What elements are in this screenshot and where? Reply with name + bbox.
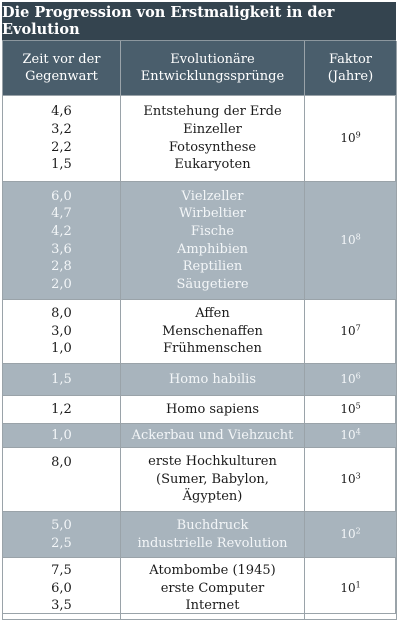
factor-base: 10 xyxy=(340,401,356,416)
event-label: Internet xyxy=(185,598,240,614)
event-label: erste Computer xyxy=(160,580,265,596)
time-value: 6,0 xyxy=(51,188,72,204)
header-row xyxy=(3,41,397,96)
factor-cell xyxy=(305,364,397,396)
time-cell xyxy=(3,182,121,300)
event-cell xyxy=(121,182,305,300)
header-zeit xyxy=(3,41,121,96)
event-label: Einzeller xyxy=(183,121,242,137)
time-value: 3,0 xyxy=(51,323,72,339)
time-value: 6,0 xyxy=(51,580,72,596)
event-label: Entstehung der Erde xyxy=(143,104,282,120)
header-sprung-line: Entwicklungssprünge xyxy=(140,69,285,84)
event-label: Frühmenschen xyxy=(163,341,262,357)
factor-cell xyxy=(305,182,397,300)
event-label: Affen xyxy=(195,306,230,322)
header-zeit-line: Gegenwart xyxy=(25,69,98,84)
time-value: 1,5 xyxy=(51,157,72,173)
event-label: Vielzeller xyxy=(181,188,244,204)
time-value: 4,7 xyxy=(51,206,72,222)
time-value: 3,2 xyxy=(51,121,72,137)
time-cell xyxy=(3,424,121,448)
table-row xyxy=(3,96,397,182)
time-value: 1,0 xyxy=(51,341,72,357)
event-label: Fische xyxy=(190,223,235,239)
header-faktor xyxy=(305,41,397,96)
table-row xyxy=(3,396,397,424)
event-label: Menschenaffen xyxy=(162,323,263,339)
factor-cell xyxy=(305,300,397,364)
event-label: (Sumer, Babylon, xyxy=(156,471,269,487)
table-row xyxy=(3,182,397,300)
event-label: Eukaryoten xyxy=(174,157,251,173)
time-value: 4,6 xyxy=(51,104,72,120)
event-label: Homo habilis xyxy=(168,371,257,387)
event-label: Homo sapiens xyxy=(165,401,260,417)
event-label: Fotosynthese xyxy=(168,139,257,155)
factor-base: 10 xyxy=(340,427,356,442)
time-value: 7,5 xyxy=(51,563,72,579)
header-faktor-line: Faktor xyxy=(328,52,373,67)
time-cell xyxy=(3,558,121,620)
factor-exponent: 6 xyxy=(355,371,361,381)
factor-base: 10 xyxy=(340,232,356,247)
event-label: Ackerbau und Viehzucht xyxy=(131,427,294,443)
event-label: Wirbeltier xyxy=(179,206,246,222)
factor-exponent: 4 xyxy=(355,427,361,437)
event-cell xyxy=(121,512,305,558)
factor-cell xyxy=(305,448,397,512)
time-value: 8,0 xyxy=(51,455,72,470)
time-cell xyxy=(3,364,121,396)
factor-exponent: 1 xyxy=(355,580,361,590)
time-value: 2,2 xyxy=(51,139,72,155)
factor-exponent: 9 xyxy=(355,130,361,140)
event-cell xyxy=(121,424,305,448)
table-row xyxy=(3,558,397,620)
event-label: Buchdruck xyxy=(176,517,249,533)
time-value: 1,5 xyxy=(51,371,72,387)
table-title: Die Progression von Erstmaligkeit in der Evolution xyxy=(2,2,396,41)
factor-cell xyxy=(305,96,397,182)
factor-base: 10 xyxy=(340,580,356,595)
event-label: erste Hochkulturen xyxy=(148,454,277,470)
factor-base: 10 xyxy=(340,471,356,486)
time-cell xyxy=(3,448,121,512)
table-row xyxy=(3,300,397,364)
event-label: industrielle Revolution xyxy=(137,535,288,551)
time-value: 2,5 xyxy=(51,535,72,551)
table-row xyxy=(3,448,397,512)
header-faktor-line: (Jahre) xyxy=(327,69,374,84)
evolution-table xyxy=(2,41,397,620)
event-label: Amphibien xyxy=(176,241,249,257)
time-value: 8,0 xyxy=(51,306,72,322)
header-sprung-line: Evolutionäre xyxy=(170,52,255,67)
event-cell xyxy=(121,448,305,512)
event-cell xyxy=(121,300,305,364)
time-value: 2,0 xyxy=(51,276,72,292)
factor-exponent: 2 xyxy=(355,526,361,536)
event-label: Atombombe (1945) xyxy=(149,563,276,579)
factor-exponent: 7 xyxy=(355,323,361,333)
table-row xyxy=(3,424,397,448)
factor-base: 10 xyxy=(340,323,356,338)
factor-base: 10 xyxy=(340,526,356,541)
time-value: 1,2 xyxy=(51,401,72,417)
time-cell xyxy=(3,512,121,558)
time-cell xyxy=(3,396,121,424)
factor-cell xyxy=(305,558,397,620)
time-value: 4,2 xyxy=(51,223,72,239)
time-value: 5,0 xyxy=(51,517,72,533)
time-value: 2,8 xyxy=(51,259,72,275)
event-label: Säugetiere xyxy=(176,276,249,292)
header-zeit-line: Zeit vor der xyxy=(22,52,101,67)
factor-exponent: 5 xyxy=(355,401,361,411)
factor-base: 10 xyxy=(340,130,356,145)
time-value: 3,6 xyxy=(51,241,72,257)
time-cell xyxy=(3,300,121,364)
factor-base: 10 xyxy=(340,371,356,386)
event-label: Reptilien xyxy=(182,259,243,275)
factor-exponent: 8 xyxy=(355,232,361,242)
time-value: 3,5 xyxy=(51,598,72,614)
time-value: 1,0 xyxy=(51,427,72,443)
event-label: Ägypten) xyxy=(182,489,243,505)
event-cell xyxy=(121,396,305,424)
time-cell xyxy=(3,96,121,182)
header-sprung xyxy=(121,41,305,96)
factor-exponent: 3 xyxy=(355,471,361,481)
factor-cell xyxy=(305,512,397,558)
table-row xyxy=(3,512,397,558)
event-cell xyxy=(121,96,305,182)
factor-cell xyxy=(305,424,397,448)
event-cell xyxy=(121,364,305,396)
factor-cell xyxy=(305,396,397,424)
table-row xyxy=(3,364,397,396)
event-cell xyxy=(121,558,305,620)
